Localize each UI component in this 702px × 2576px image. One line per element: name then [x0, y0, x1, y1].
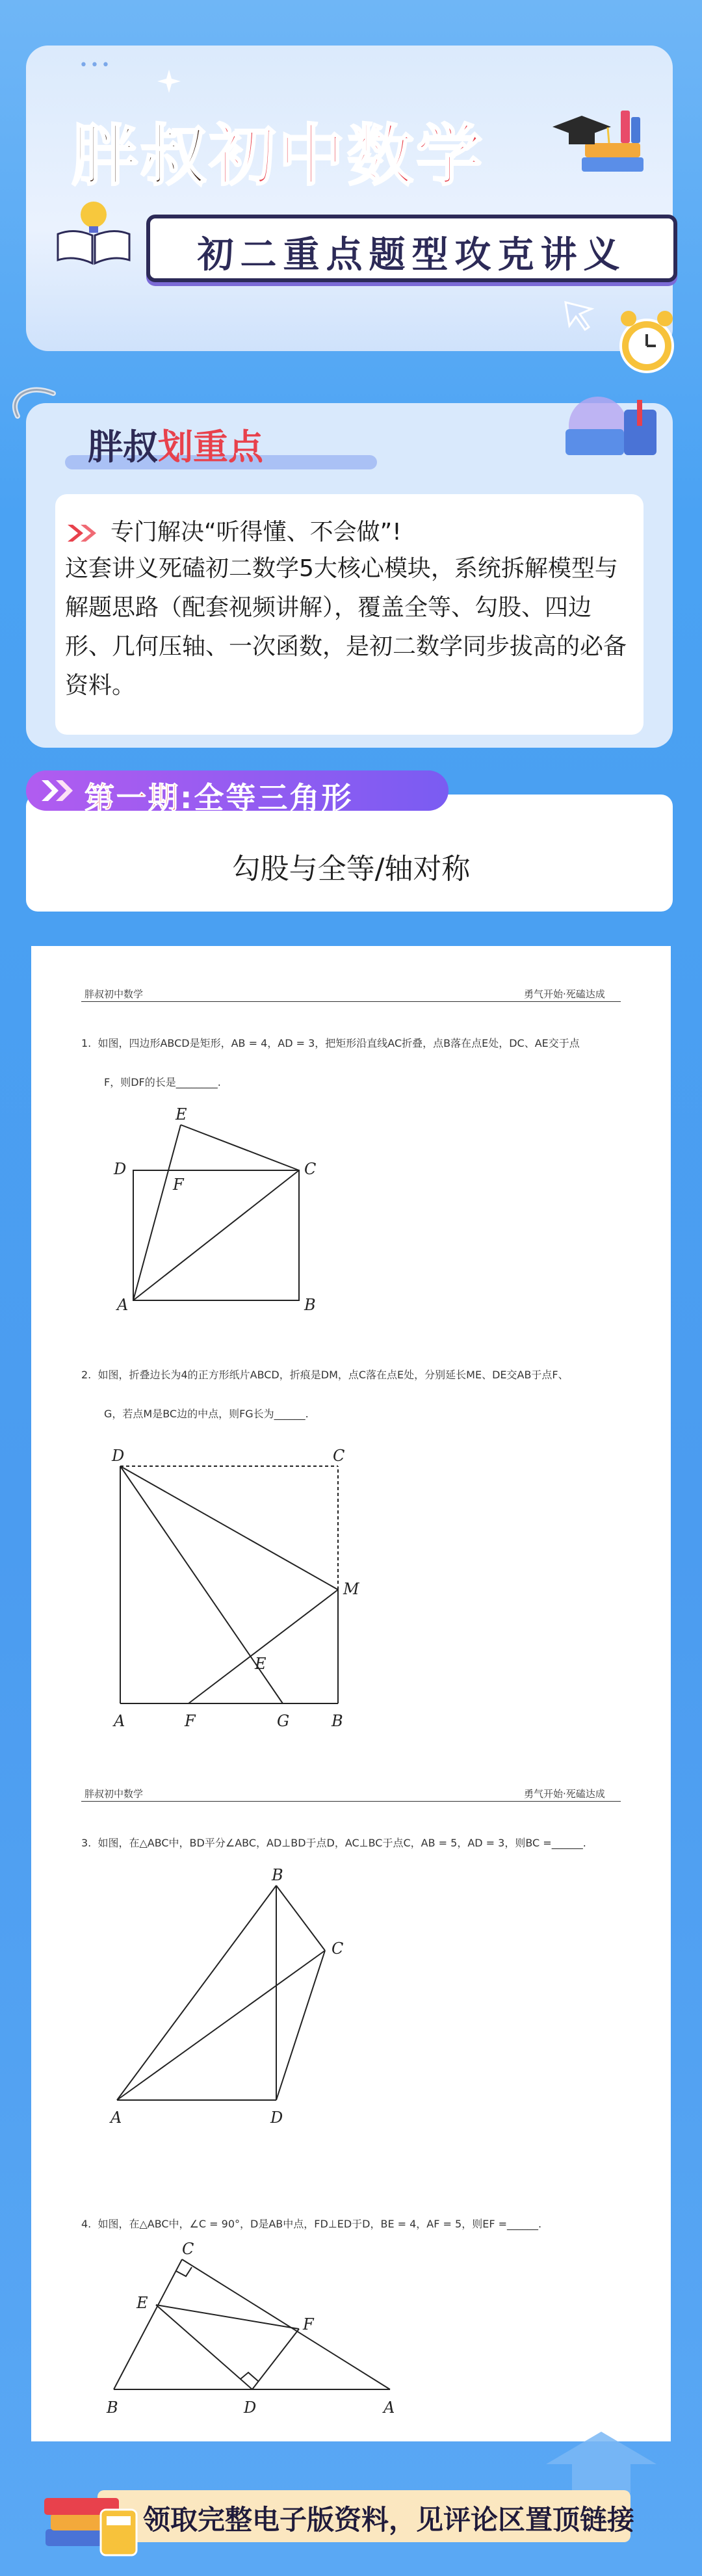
fig2-label-D: D [112, 1447, 125, 1465]
period-number: 第一期 [84, 780, 180, 815]
fig2-label-G: G [277, 1712, 290, 1730]
cta-text[interactable]: 领取完整电子版资料，见评论区置顶链接 [143, 2504, 635, 2536]
stationery-icon [540, 384, 670, 462]
fig1-label-E: E [176, 1105, 187, 1124]
fig2-label-M: M [343, 1580, 359, 1598]
fig2-label-E: E [255, 1655, 266, 1673]
question-1-line-2: F，则DF的长是________. [104, 1076, 221, 1088]
focus-body: 这套讲义死磕初二数学5大核心模块，系统拆解模型与解题思路（配套视频讲解），覆盖全等、勾股、四边形、几何压轴、一次函数，是初二数学同步拔高的必备资料。 [65, 555, 627, 699]
fig2-label-B: B [332, 1712, 343, 1730]
period-separator: : [180, 780, 194, 815]
question-2 [81, 1367, 627, 1382]
alarm-clock-icon [614, 306, 679, 377]
period-label [84, 774, 353, 817]
cursor-arrow-icon [559, 296, 598, 335]
fig4-label-A: A [384, 2399, 395, 2417]
chevron-right-icon [39, 778, 78, 804]
question-number: 4. [81, 2218, 92, 2230]
focus-title-part-2: 划重点 [158, 427, 263, 467]
fig2-label-A: A [114, 1712, 125, 1730]
title-part-1: 胖叔 [72, 118, 209, 195]
question-number: 3. [81, 1837, 92, 1849]
figure-4 [98, 2240, 410, 2425]
question-text: 如图，四边形ABCD是矩形，AB = 4，AD = 3，把矩形沿直线AC折叠，点B落在点E处，DC、AE交于点 [98, 1037, 580, 1049]
double-chevron-icon [65, 522, 105, 544]
fig4-label-B: B [107, 2399, 118, 2417]
fig3-label-B: B [272, 1866, 283, 1884]
fig3-label-A: A [110, 2109, 122, 2127]
focus-title [88, 419, 263, 469]
question-text: 如图，在△ABC中，∠C = 90°，D是AB中点，FD⊥ED于D，BE = 4，AF = 5，则EF =______. [98, 2218, 542, 2230]
arrow-up-icon [526, 2432, 676, 2493]
paper-header-right: 勇气开始·死磕达成 [524, 988, 605, 1000]
paper-header-left: 胖叔初中数学 [84, 988, 144, 1000]
subtitle-box [146, 215, 677, 282]
sparkle-icon [156, 68, 182, 94]
paperclip-icon [8, 380, 66, 426]
question-text: 如图，在△ABC中，BD平分∠ABC，AD⊥BD于点D，AC⊥BC于点C，AB = 5，AD = 3，则BC =______. [98, 1837, 586, 1849]
fig3-label-D: D [270, 2109, 283, 2127]
fig1-label-F: F [173, 1176, 184, 1194]
period-name: 全等三角形 [194, 780, 354, 815]
fig4-label-D: D [244, 2399, 257, 2417]
fig1-label-B: B [304, 1296, 316, 1314]
fig4-label-C: C [182, 2240, 194, 2258]
figure-1 [104, 1105, 351, 1320]
question-number: 2. [81, 1369, 92, 1381]
fig2-label-F: F [185, 1712, 196, 1730]
question-1 [81, 1035, 627, 1050]
question-2-line-2: G，若点M是BC边的中点，则FG长为______. [104, 1408, 309, 1420]
decor-dots: ••• [79, 57, 112, 73]
fig2-label-C: C [333, 1447, 345, 1465]
question-text: 如图，折叠边长为4的正方形纸片ABCD，折痕是DM，点C落在点E处，分别延长ME、DE交AB于点F、 [98, 1369, 569, 1381]
lightbulb-book-icon [55, 195, 133, 267]
fig1-label-A: A [117, 1296, 129, 1314]
title-part-2: 初中数学 [209, 118, 485, 195]
page-title [72, 118, 485, 195]
fig4-label-E: E [136, 2294, 148, 2312]
question-number: 1. [81, 1037, 92, 1049]
focus-title-part-1: 胖叔 [88, 427, 158, 467]
graduation-cap-icon [549, 98, 647, 182]
figure-3 [104, 1860, 364, 2133]
paper-header-left-2: 胖叔初中数学 [84, 1788, 144, 1800]
fig1-label-C: C [304, 1160, 317, 1178]
paper-header-right-2: 勇气开始·死磕达成 [524, 1788, 605, 1800]
paper-header-rule-2 [81, 1801, 621, 1802]
question-3 [81, 1835, 627, 1850]
paper-header-rule [81, 1001, 621, 1002]
focus-lead [65, 514, 402, 547]
fig3-label-C: C [332, 1939, 344, 1958]
focus-lead-text: 专门解决“听得懂、不会做”! [110, 519, 402, 545]
fig1-label-D: D [114, 1160, 127, 1178]
topic-title: 勾股与全等/轴对称 [231, 852, 471, 886]
page-subtitle: 初二重点题型攻克讲义 [197, 234, 627, 276]
fig4-label-F: F [303, 2315, 314, 2333]
books-calculator-icon [39, 2477, 143, 2562]
question-4 [81, 2216, 627, 2231]
figure-2 [104, 1440, 377, 1739]
